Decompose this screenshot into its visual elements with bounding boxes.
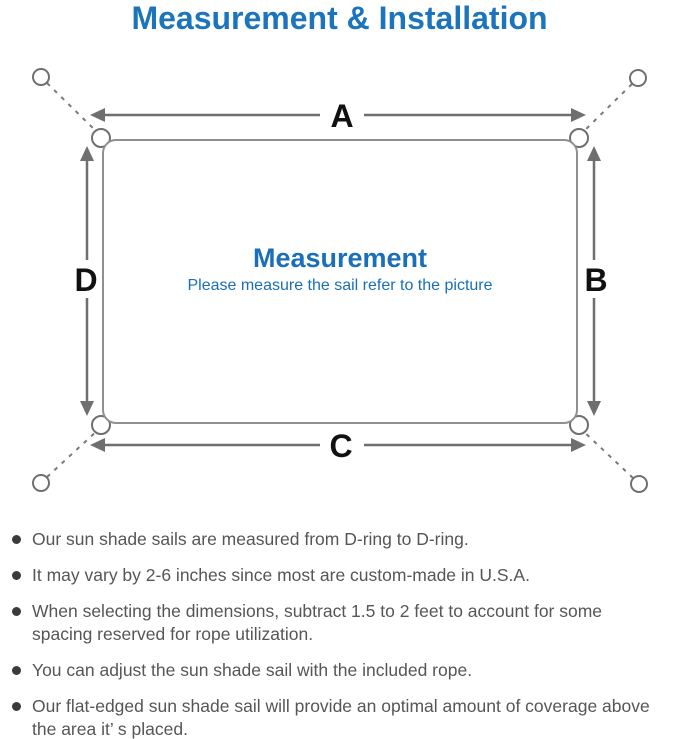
page-title: Measurement & Installation — [131, 0, 548, 36]
rope-dashed-line-bottom-left — [47, 429, 99, 477]
anchor-circle-top-right — [630, 70, 646, 86]
rope-dashed-line-top-right — [581, 84, 632, 134]
arrowhead-d-top — [80, 146, 94, 161]
diagram-center-text — [105, 243, 575, 297]
list-item — [12, 600, 667, 646]
bullet-dot-icon — [12, 571, 21, 580]
bullet-text: Our flat-edged sun shade sail will provide an optimal amount of coverage above the area it’ s placed. — [32, 696, 650, 739]
arrowhead-a-right — [571, 108, 586, 122]
rope-dashed-line-top-left — [47, 83, 99, 134]
anchor-circle-bottom-left — [33, 475, 49, 491]
list-item — [12, 564, 667, 587]
dimension-label-b: B — [584, 262, 608, 298]
dimension-label-c: C — [329, 428, 353, 464]
list-item — [12, 659, 667, 682]
list-item — [12, 695, 667, 739]
anchor-circle-top-left — [33, 69, 49, 85]
anchor-circle-bottom-right — [631, 476, 647, 492]
diagram-subheading: Please measure the sail refer to the picture — [187, 277, 493, 294]
bullet-dot-icon — [12, 666, 21, 675]
instruction-bullet-list — [12, 528, 667, 739]
arrowhead-c-right — [571, 438, 586, 452]
bullet-dot-icon — [12, 702, 21, 711]
arrowhead-c-left — [90, 438, 105, 452]
dimension-label-a: A — [330, 98, 354, 134]
dimension-label-d: D — [74, 262, 98, 298]
rope-dashed-line-bottom-right — [581, 429, 633, 478]
bullet-text: It may vary by 2-6 inches since most are custom-made in U.S.A. — [32, 565, 530, 585]
diagram-heading: Measurement — [252, 243, 428, 273]
bullet-text: You can adjust the sun shade sail with the included rope. — [32, 660, 473, 680]
bullet-text: Our sun shade sails are measured from D-ring to D-ring. — [32, 529, 469, 549]
arrowhead-a-left — [90, 108, 105, 122]
bullet-text: When selecting the dimensions, subtract 1.5 to 2 feet to account for some spacing reserved for rope utilization. — [32, 601, 603, 644]
arrowhead-b-bottom — [587, 401, 601, 416]
arrowhead-d-bottom — [80, 401, 94, 416]
bullet-dot-icon — [12, 535, 21, 544]
bullet-dot-icon — [12, 607, 21, 616]
list-item — [12, 528, 667, 551]
arrowhead-b-top — [587, 146, 601, 161]
